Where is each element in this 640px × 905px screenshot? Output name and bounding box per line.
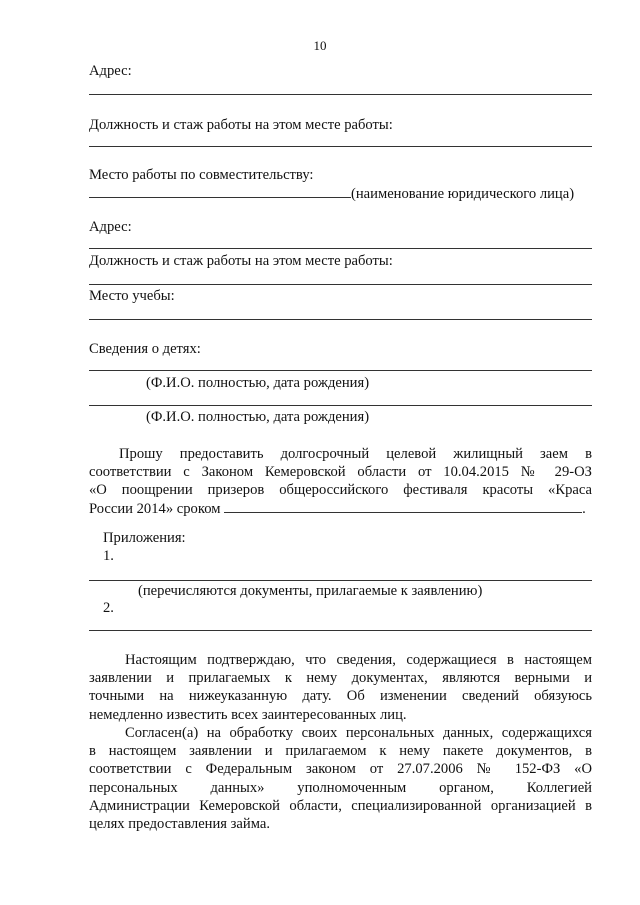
consent-line-4: персональных данных» уполномоченным органом, Коллегией [89,779,592,796]
request-end-mark: . [582,500,586,517]
study-place-label: Место учебы: [89,288,175,304]
position-label-1: Должность и стаж работы на этом месте работы: [89,117,393,133]
consent-line-2: в настоящем заявлении и прилагаемом к нему пакете документов, в [89,743,592,760]
position-label-2: Должность и стаж работы на этом месте работы: [89,253,393,269]
legal-entity-hint: (наименование юридического лица) [351,186,575,202]
consent-line-6: целях предоставления займа. [89,816,270,833]
request-line-1: Прошу предоставить долгосрочный целевой жилищный заем в [119,446,592,462]
children-info-label: Сведения о детях: [89,341,201,357]
consent-line-5: Администрации Кемеровской области, специализированной организацией в [89,797,592,814]
attachment-line-2[interactable] [89,630,592,631]
attachment-item-2: 2. [103,600,114,616]
address-label-1: Адрес: [89,63,132,79]
confirmation-paragraph [89,651,592,724]
address-line-2[interactable] [89,248,592,249]
child-line-2[interactable] [89,405,592,406]
consent-line-1: Согласен(а) на обработку своих персональных данных, содержащихся [125,725,592,741]
child-hint-1: (Ф.И.О. полностью, дата рождения) [146,375,370,391]
confirmation-line-4: немедленно известить всех заинтересованных лиц. [89,706,407,723]
part-time-job-row [89,183,574,203]
study-place-line[interactable] [89,319,592,320]
position-line-1[interactable] [89,146,592,147]
request-line-2: соответствии с Законом Кемеровской области от 10.04.2015 № 29-ОЗ [89,464,592,481]
part-time-job-line[interactable] [89,183,351,198]
attachments-title: Приложения: [103,530,186,546]
part-time-job-label: Место работы по совместительству: [89,167,314,183]
confirmation-line-3: точными на нижеуказанную дату. Об изменении сведений обязуюсь [89,688,592,705]
request-line-4 [89,500,592,518]
confirmation-line-2: заявлении и прилагаемых к нему документах, являются верными и [89,670,592,687]
consent-line-3: соответствии с Федеральным законом от 27.07.2006 № 152-ФЗ «О [89,761,592,778]
loan-term-line[interactable] [224,500,582,513]
request-line-3: «О поощрении призеров общероссийского фестиваля красоты «Краса [89,482,592,499]
page-number: 10 [313,38,327,53]
attachment-item-1: 1. [103,548,114,564]
position-line-2[interactable] [89,284,592,285]
address-line-1[interactable] [89,94,592,95]
consent-paragraph [89,724,592,833]
attachments-hint: (перечисляются документы, прилагаемые к заявлению) [138,583,483,599]
loan-request-paragraph [89,445,592,518]
child-line-1[interactable] [89,370,592,371]
request-term-text: России 2014» сроком [89,500,221,517]
attachment-line-1[interactable] [89,580,592,581]
confirmation-line-1: Настоящим подтверждаю, что сведения, содержащиеся в настоящем [125,652,592,668]
address-label-2: Адрес: [89,219,132,235]
child-hint-2: (Ф.И.О. полностью, дата рождения) [146,409,370,425]
